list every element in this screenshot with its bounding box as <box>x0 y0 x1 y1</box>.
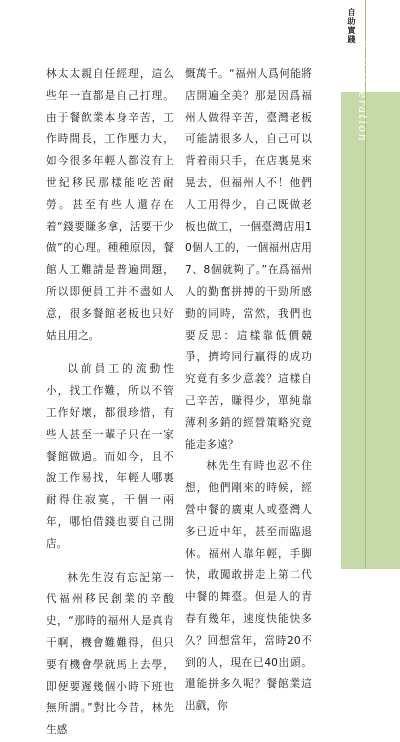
section-subtitle: Self Operation <box>356 40 369 143</box>
section-sidebar <box>341 0 400 569</box>
section-title: 自助實踐 <box>347 8 356 44</box>
right-column <box>185 64 312 718</box>
left-column <box>46 64 174 742</box>
right-paragraph-1: 慨萬千。“福州人爲何能將店開遍全美？那是因爲福州人做得辛苦，臺灣老板可能請很多人，自己可以背着雨只手，在店裏晃來晃去，但福州人不！他們人工用得少，自己既做老板也做工，一個臺灣店用10個人工的，一個福州店用7、8個就夠了。”在爲福州人的勤奮拼搏的干勁所感動的同時，當然，我們也要反思：這樣靠低價競爭，擠垮同行贏得的成功究竟有多少意義？這樣自己辛苦，賺得少，單純靠薄利多銷的經營策略究竟能走多遠？ <box>185 68 312 451</box>
sidebar-green-band <box>341 92 400 569</box>
left-paragraph-2: 以前員工的流動性小，找工作難，所以不管工作好壞，都很珍惜，有些人甚至一輩子只在一家餐館做過。而如今，且不說工作易找，年輕人哪裏耐得住寂寞，干個一兩年，哪怕借錢也要自己開店。 <box>46 363 174 550</box>
left-paragraph-3: 林先生沒有忘記第一代福州移民創業的辛酸史，“那時的福州人是真肯干啊，機會難難得，但只要有機會學就馬上去學，即便要遲幾個小時下班也無所謂。”對比今昔，林先生感 <box>46 571 174 737</box>
left-paragraph-1: 林太太親自任經理，這么些年一直都是自己打理。由于餐飲業本身辛苦，工作時間長，工作壓力大，如今很多年輕人都沒有上世紀移民那樣能吃苦耐勞。甚至有些人還存在着“錢要賺多拿，活要干少做”的心理。種種原因，餐館人工難請是普遍問題，所以即便員工并不盡如人意，很多餐館老板也只好姑且用之。 <box>46 68 174 342</box>
right-paragraph-2: 林先生有時也忍不住想，他們剛來的時候，經營中餐的廣東人或臺灣人多已近中年，甚至而臨退休。福州人靠年輕，手脚快，敢闖敢拼走上第二代中餐的舞臺。但是人的青春有幾年，速度快能快多久？回想當年，當時20不到的人，現在已40出頭。還能拼多久呢？餐館業這出戲，你 <box>185 460 312 713</box>
